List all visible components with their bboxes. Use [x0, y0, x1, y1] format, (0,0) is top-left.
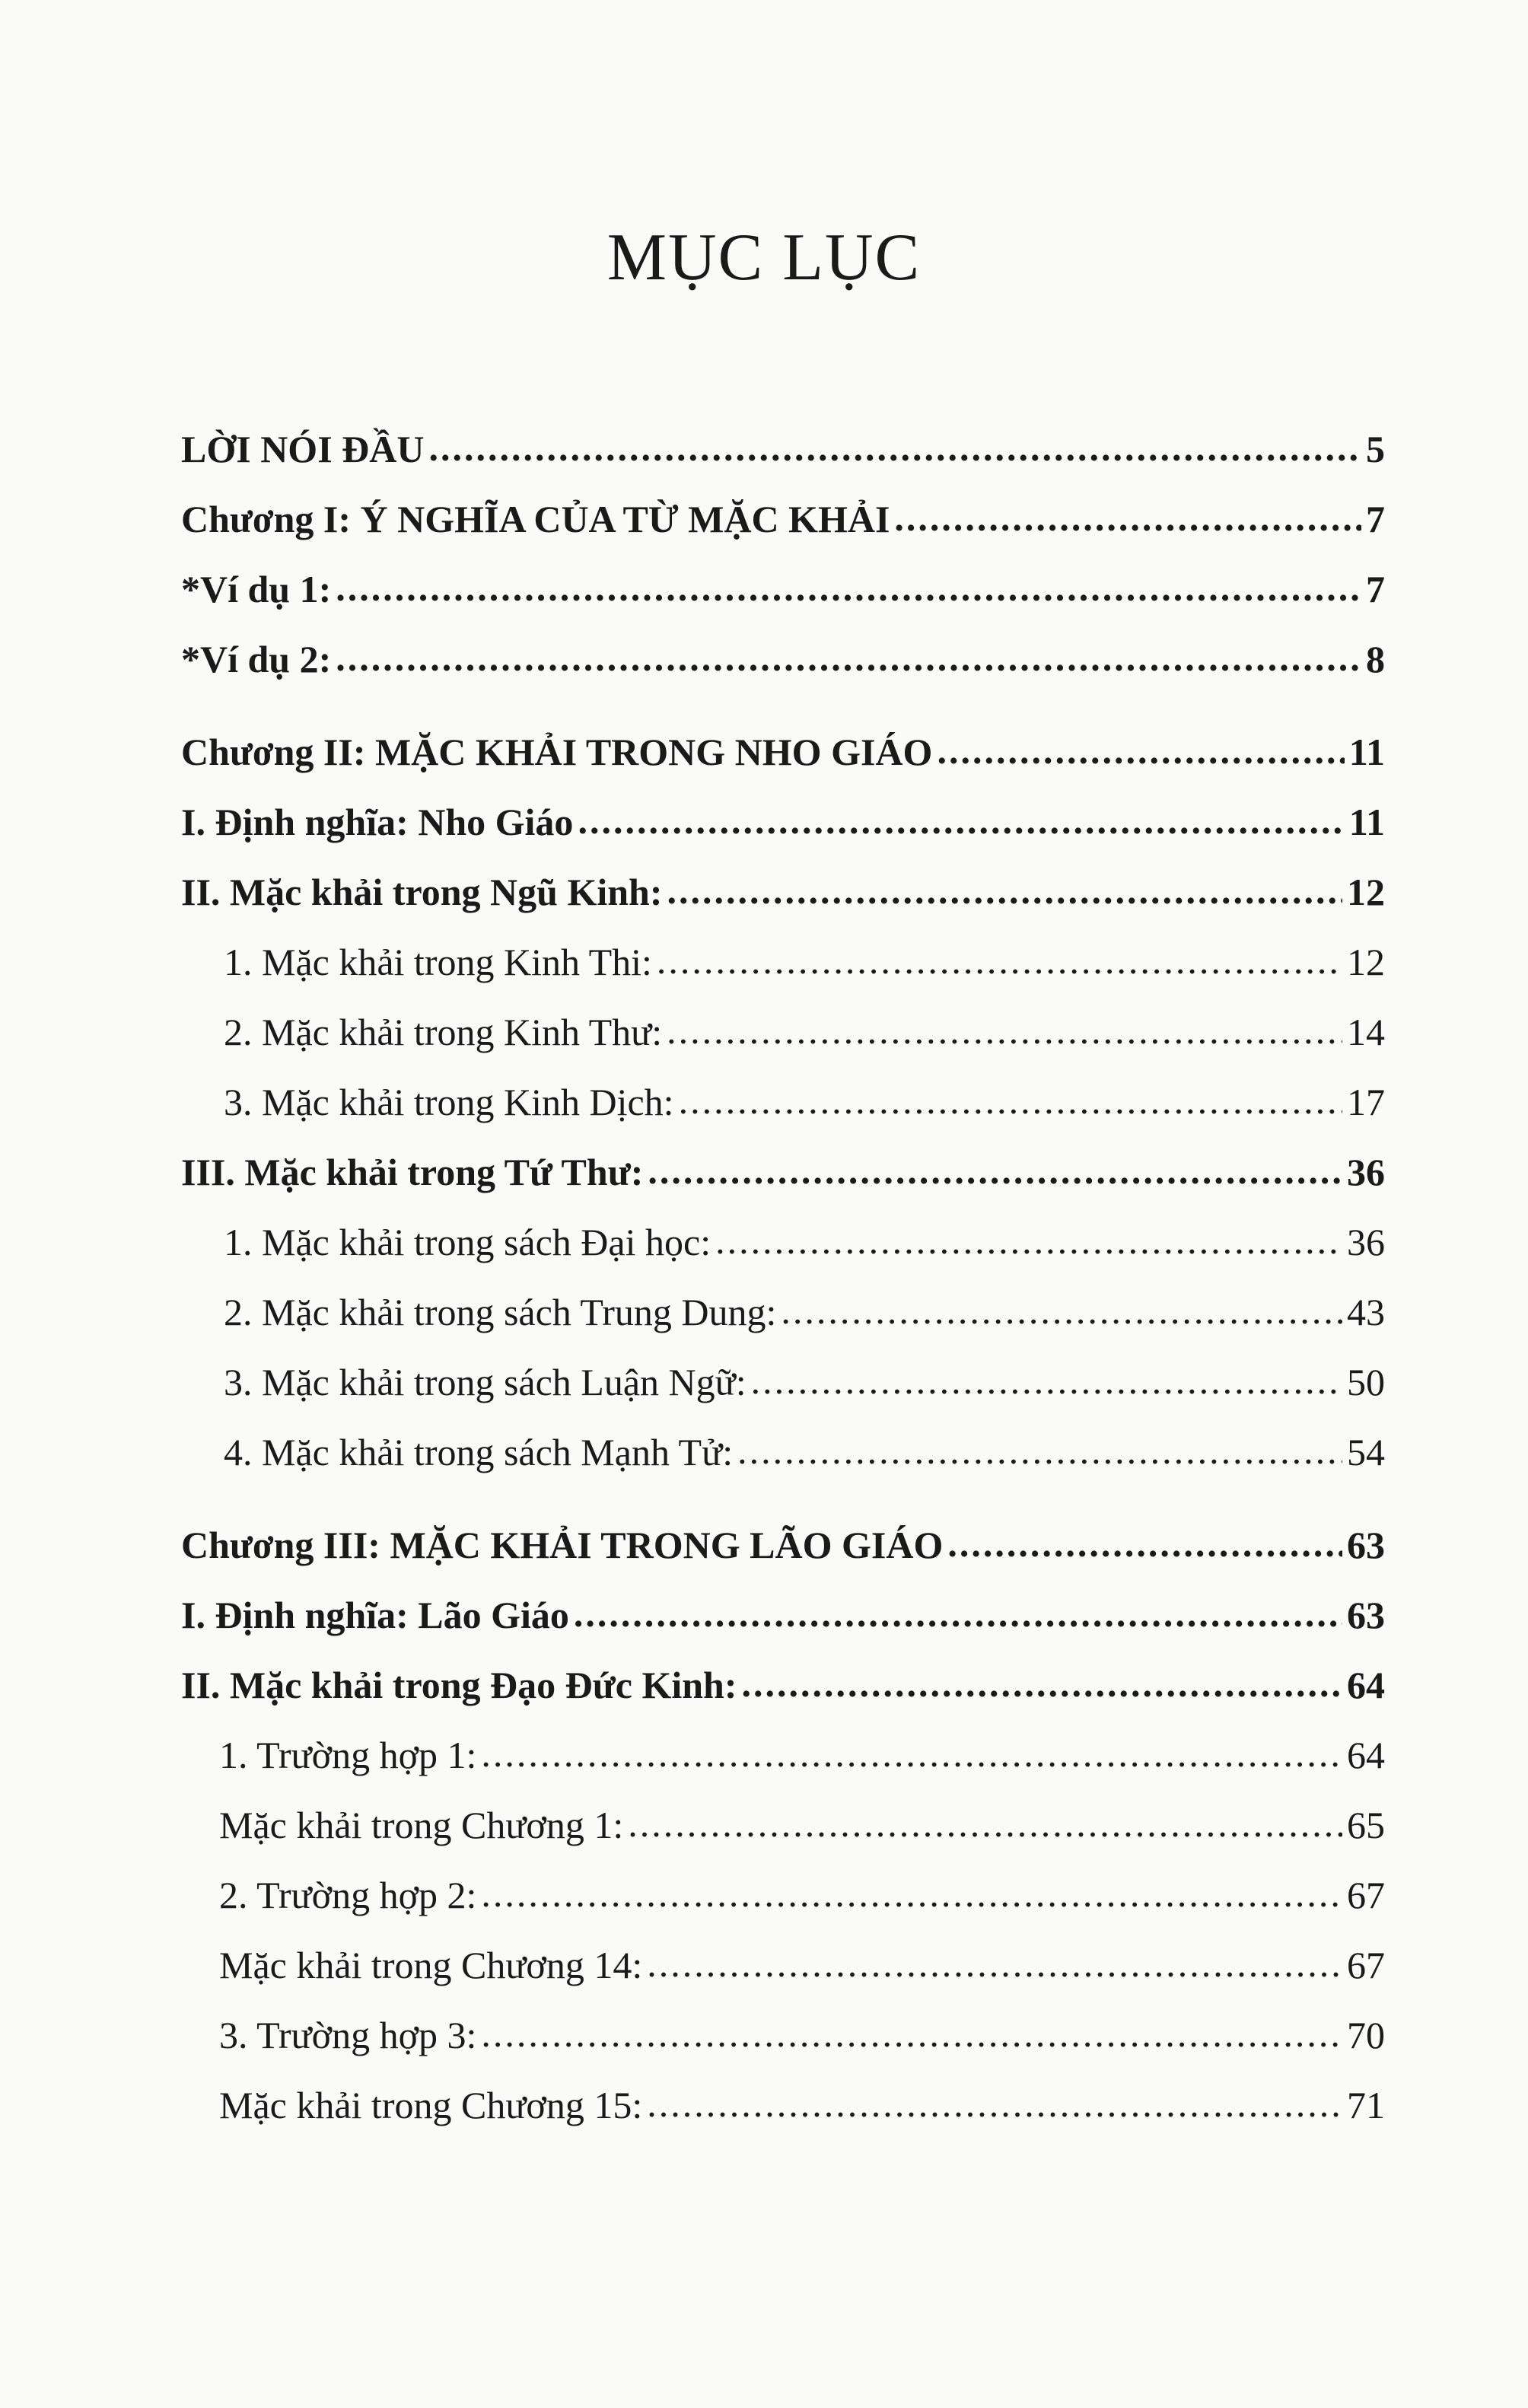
toc-entry[interactable]	[181, 1592, 1385, 1638]
toc-entry[interactable]	[181, 636, 1385, 682]
dot-leader	[628, 1801, 1342, 1846]
toc-entry[interactable]	[224, 1079, 1385, 1125]
dot-leader	[737, 1428, 1342, 1473]
dot-leader	[481, 1871, 1342, 1916]
toc-entry-page: 64	[1347, 1734, 1385, 1776]
toc-entry-label: Chương I: Ý NGHĨA CỦA TỪ MẶC KHẢI	[181, 498, 890, 540]
toc-entry-page: 36	[1347, 1151, 1385, 1193]
toc-entry-page: 54	[1347, 1431, 1385, 1473]
toc-entry[interactable]	[181, 799, 1385, 845]
dot-leader	[336, 635, 1361, 680]
dot-leader	[937, 728, 1344, 773]
toc-entry-page: 43	[1347, 1291, 1385, 1333]
toc-entry[interactable]	[224, 1009, 1385, 1055]
toc-entry[interactable]	[224, 1429, 1385, 1475]
toc-entry[interactable]	[181, 496, 1385, 542]
toc-entry-label: 4. Mặc khải trong sách Mạnh Tử:	[224, 1431, 734, 1473]
toc-entry-page: 5	[1366, 428, 1385, 470]
toc-entry-page: 11	[1348, 731, 1385, 773]
toc-entry-label: 3. Trường hợp 3:	[219, 2014, 477, 2056]
toc-entry-page: 14	[1347, 1011, 1385, 1053]
dot-leader	[648, 1148, 1342, 1193]
toc-entry[interactable]	[219, 1732, 1385, 1778]
toc-entry-label: Mặc khải trong Chương 15:	[219, 2084, 643, 2126]
toc-entry-page: 50	[1347, 1361, 1385, 1403]
dot-leader	[894, 495, 1361, 540]
dot-leader	[481, 1731, 1342, 1776]
toc-entry-label: I. Định nghĩa: Nho Giáo	[181, 801, 574, 843]
toc-entry-page: 63	[1347, 1594, 1385, 1636]
dot-leader	[715, 1218, 1342, 1263]
toc-entry-page: 7	[1366, 568, 1385, 610]
toc-entry[interactable]	[181, 869, 1385, 915]
toc-entry-page: 67	[1347, 1874, 1385, 1916]
toc-entry-page: 63	[1347, 1524, 1385, 1566]
dot-leader	[667, 868, 1342, 913]
toc-entry-page: 17	[1347, 1081, 1385, 1123]
toc-entry-label: 2. Trường hợp 2:	[219, 1874, 477, 1916]
dot-leader	[647, 2081, 1342, 2126]
toc-entry-page: 12	[1347, 941, 1385, 983]
dot-leader	[742, 1661, 1342, 1706]
toc-entry-label: II. Mặc khải trong Đạo Đức Kinh:	[181, 1664, 737, 1706]
toc-entry-label: LỜI NÓI ĐẦU	[181, 428, 425, 470]
toc-entry-page: 8	[1366, 638, 1385, 680]
toc-entry-label: 3. Mặc khải trong sách Luận Ngữ:	[224, 1361, 746, 1403]
toc-entry[interactable]	[219, 2082, 1385, 2128]
dot-leader	[657, 938, 1342, 983]
toc-entry-label: Mặc khải trong Chương 14:	[219, 1944, 643, 1986]
toc-entry-label: II. Mặc khải trong Ngũ Kinh:	[181, 871, 663, 913]
toc-entry-page: 65	[1347, 1804, 1385, 1846]
toc-entry-label: 1. Mặc khải trong Kinh Thi:	[224, 941, 652, 983]
toc-entry-label: III. Mặc khải trong Tứ Thư:	[181, 1151, 644, 1193]
dot-leader	[647, 1941, 1342, 1986]
toc-entry[interactable]	[224, 1289, 1385, 1335]
toc-entry-label: 2. Mặc khải trong Kinh Thư:	[224, 1011, 663, 1053]
toc-entry-page: 67	[1347, 1944, 1385, 1986]
toc-entry[interactable]	[219, 1942, 1385, 1988]
toc-entry-label: 1. Trường hợp 1:	[219, 1734, 477, 1776]
toc-entry-label: Chương II: MẶC KHẢI TRONG NHO GIÁO	[181, 731, 933, 773]
toc-entry-label: *Ví dụ 1:	[181, 568, 332, 610]
toc-entry-label: I. Định nghĩa: Lão Giáo	[181, 1594, 569, 1636]
toc-entry[interactable]	[219, 2012, 1385, 2058]
toc-entry-label: *Ví dụ 2:	[181, 638, 332, 680]
toc-entry-page: 7	[1366, 498, 1385, 540]
toc-entry-page: 71	[1347, 2084, 1385, 2126]
dot-leader	[574, 1591, 1342, 1636]
toc-entry-page: 36	[1347, 1221, 1385, 1263]
toc-entry-page: 64	[1347, 1664, 1385, 1706]
dot-leader	[947, 1521, 1342, 1566]
dot-leader	[781, 1288, 1342, 1333]
dot-leader	[428, 425, 1361, 470]
dot-leader	[667, 1008, 1342, 1053]
toc-entry[interactable]	[219, 1802, 1385, 1848]
dot-leader	[679, 1078, 1342, 1123]
toc-entry[interactable]	[224, 1359, 1385, 1405]
toc-entry-page: 11	[1348, 801, 1385, 843]
toc-entry[interactable]	[224, 1219, 1385, 1265]
toc-entry[interactable]	[224, 939, 1385, 985]
toc-entry-label: 3. Mặc khải trong Kinh Dịch:	[224, 1081, 674, 1123]
dot-leader	[751, 1358, 1342, 1403]
toc-entry[interactable]	[181, 1149, 1385, 1195]
toc-entry[interactable]	[181, 426, 1385, 472]
toc-entry-label: 1. Mặc khải trong sách Đại học:	[224, 1221, 711, 1263]
toc-entry[interactable]	[181, 729, 1385, 775]
page-title: MỤC LỤC	[606, 221, 922, 295]
dot-leader	[578, 798, 1344, 843]
toc-entry-label: Mặc khải trong Chương 1:	[219, 1804, 624, 1846]
toc-entry-label: Chương III: MẶC KHẢI TRONG LÃO GIÁO	[181, 1524, 944, 1566]
toc-entry-page: 70	[1347, 2014, 1385, 2056]
toc-entry-label: 2. Mặc khải trong sách Trung Dung:	[224, 1291, 777, 1333]
toc-entry-page: 12	[1347, 871, 1385, 913]
toc-entry[interactable]	[219, 1872, 1385, 1918]
toc-entry[interactable]	[181, 566, 1385, 612]
dot-leader	[336, 565, 1361, 610]
toc-entry[interactable]	[181, 1522, 1385, 1568]
dot-leader	[481, 2011, 1342, 2056]
toc-entry[interactable]	[181, 1662, 1385, 1708]
